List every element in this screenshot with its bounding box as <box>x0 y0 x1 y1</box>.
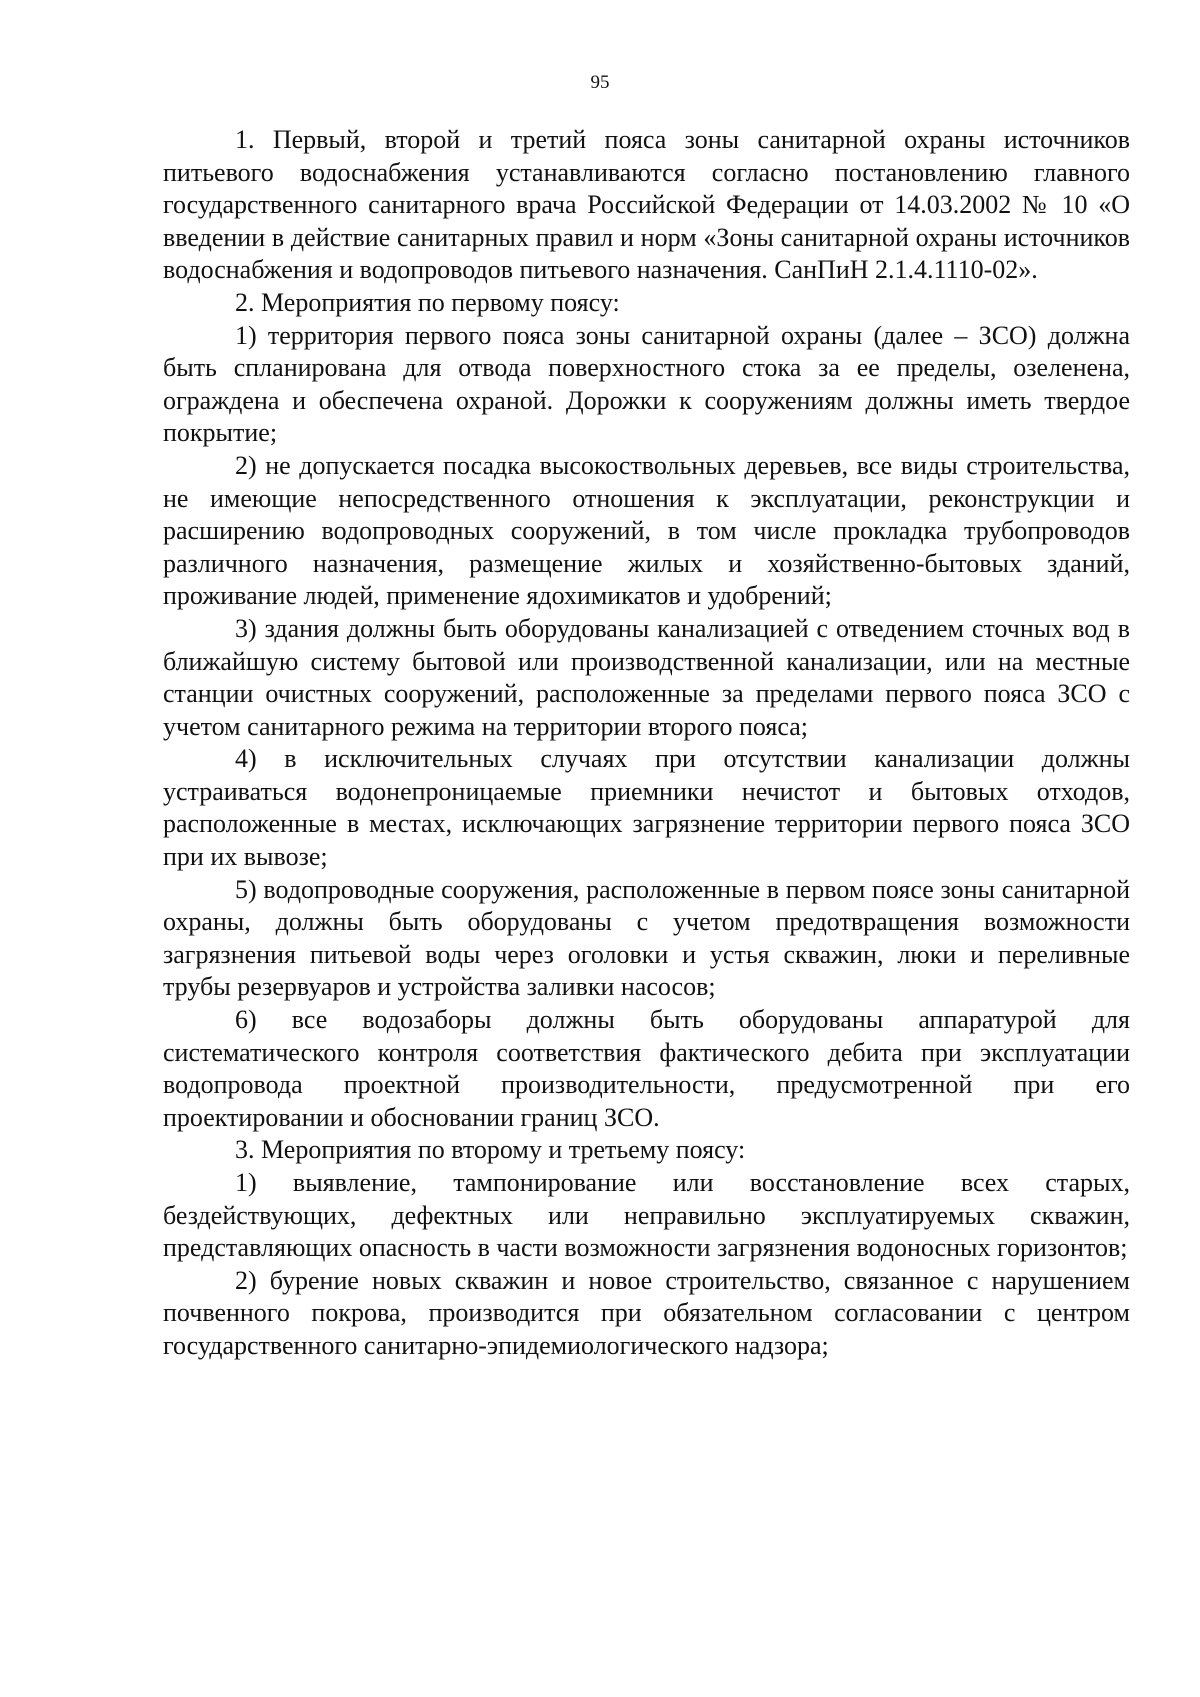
paragraph-first-belt-item-3: 3) здания должны быть оборудованы канализацией с отведением сточных вод в ближайшую систему бытовой или производственной канализации, или на местные станции очистных сооружений, расположенные за пределами первого пояса ЗСО с учетом санитарного режима на территории второго пояса; <box>163 613 1130 741</box>
paragraph-second-third-belt-item-2: 2) бурение новых скважин и новое строительство, связанное с нарушением почвенного покрова, производится при обязательном согласовании с центром государственного санитарно-эпидемиологического надзора; <box>163 1265 1130 1360</box>
paragraph-first-belt-item-1: 1) территория первого пояса зоны санитарной охраны (далее – ЗСО) должна быть спланирована для отвода поверхностного стока за ее пределы, озеленена, ограждена и обеспечена охраной. Дорожки к сооружениям должны иметь твердое покрытие; <box>163 320 1130 448</box>
paragraph-first-belt-item-2: 2) не допускается посадка высокоствольных деревьев, все виды строительства, не имеющие непосредственного отношения к эксплуатации, реконструкции и расширению водопроводных сооружений, в том числе прокладка трубопроводов различного назначения, размещение жилых и хозяйственно-бытовых зданий, проживание людей, применение ядохимикатов и удобрений; <box>163 450 1130 611</box>
paragraph-zones-decree: 1. Первый, второй и третий пояса зоны санитарной охраны источников питьевого водоснабжения устанавливаются согласно постановлению главного государственного санитарного врача Российской Федерации от 14.03.2002 № 10 «О введении в действие санитарных правил и норм «Зоны санитарной охраны источников водоснабжения и водопроводов питьевого назначения. СанПиН 2.1.4.1110-02». <box>163 125 1130 285</box>
paragraph-second-third-belt-item-1: 1) выявление, тампонирование или восстановление всех старых, бездействующих, дефектных или неправильно эксплуатируемых скважин, представляющих опасность в части возможности загрязнения водоносных горизонтов; <box>163 1168 1130 1263</box>
document-body <box>163 124 1130 1363</box>
paragraph-first-belt-item-5: 5) водопроводные сооружения, расположенные в первом поясе зоны санитарной охраны, должны быть оборудованы с учетом предотвращения возможности загрязнения питьевой воды через оголовки и устья скважин, люки и переливные трубы резервуаров и устройства заливки насосов; <box>163 874 1130 1002</box>
paragraph-first-belt-heading: 2. Мероприятия по первому поясу: <box>235 287 620 317</box>
paragraph-second-third-belt-heading: 3. Мероприятия по второму и третьему поясу: <box>235 1135 746 1165</box>
page-number: 95 <box>590 72 610 93</box>
paragraph-first-belt-item-4: 4) в исключительных случаях при отсутствии канализации должны устраиваться водонепроницаемые приемники нечистот и бытовых отходов, расположенные в местах, исключающих загрязнение территории первого пояса ЗСО при их вывозе; <box>163 744 1130 872</box>
paragraph-first-belt-item-6: 6) все водозаборы должны быть оборудованы аппаратурой для систематического контроля соответствия фактического дебита при эксплуатации водопровода проектной производительности, предусмотренной при его проектировании и обосновании границ ЗСО. <box>163 1005 1130 1132</box>
